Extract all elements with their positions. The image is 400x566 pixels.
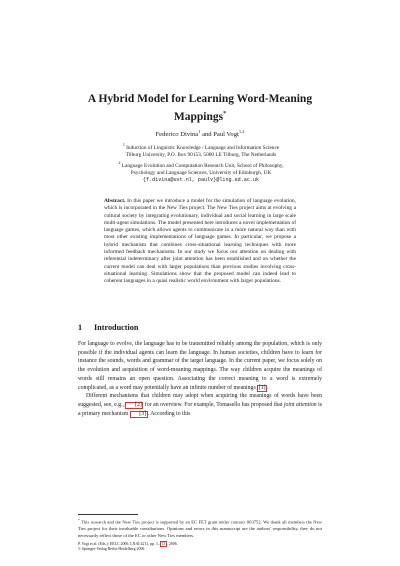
affiliation-2-line-2: Psychology and Language Sciences, University of Edinburgh, UK <box>130 169 272 176</box>
footnote <box>78 517 322 539</box>
section-title: Introduction <box>94 323 139 332</box>
body-text <box>78 340 322 418</box>
author-vogt: Paul Vogt <box>213 131 239 139</box>
publication-info <box>78 541 322 552</box>
citation-link-3[interactable]: [3] <box>130 411 148 419</box>
affiliations <box>88 141 314 184</box>
author-divina-affiliation-mark: 1 <box>198 129 201 134</box>
email-address: {f.divina@uvt.nl, paulv}@ling.ed.ac.uk <box>142 176 260 183</box>
affiliation-1-line-1 <box>88 141 314 152</box>
abstract-text: In this paper we introduce a model for the simulation of language evolution, which is incorporated in the New Ties project. The New Ties project aims at evolving a cultural society by integrating evolutionary, individual and social learning in large scale multi-agent simulations. The model presented here introduces a novel implementation of language games, which allows agents to communicate in a more natural way than with most other existing implementations of language games. In particular, we propose a hybrid mechanism that combines cross-situational learning techniques with more informed feedback mechanisms. In our study we focus our attention on dealing with referential indeterminacy after joint attention has been established and on whether the current model can deal with larger populations than previous studies involving cross-situational learning. Simulations show that the proposed model can indeed lead to coherent languages in a quasi realistic world environment with larger populations. <box>104 198 296 285</box>
paragraph-1-text: For language to evolve, the language has to be transmitted reliably among the population, which is only possible if the individual agents can learn the language. In human societies, children have to learn for instance the sounds, words and grammar of the target language. In the current paper, we focus solely on the evolution and acquisition of word-meaning mappings. The way children acquire the meanings of words still remains an open question. Associating the correct meaning to a word is extremely complicated, as a word may potentially have an infinite number of meanings <box>78 341 322 391</box>
paragraph-2-text-a: Different mechanisms that children may adopt when acquiring the meanings of words have been suggested, see, e.g., <box>78 393 322 408</box>
affiliation-1-line-2: Tilburg University, P.O. Box 90153, 5000 LE Tilburg, The Netherlands <box>125 151 277 158</box>
paragraph-2-emphasis: joint attention <box>283 401 317 408</box>
affiliation-1-mark: 1 <box>122 142 125 147</box>
affiliation-2-mark: 2 <box>118 159 121 165</box>
affiliation-2-line-1 <box>88 159 314 170</box>
author-vogt-affiliation-mark: 1,2 <box>238 129 245 134</box>
abstract <box>104 198 296 286</box>
author-divina: Federico Divina <box>155 131 199 139</box>
citation-link-1[interactable]: [1] <box>258 384 266 391</box>
publication-citation-text: P. Vogt et al. (Eds.): EELC 2006, LNAI 4211, pp. 1– <box>78 542 160 546</box>
title-footnote-mark: * <box>223 111 227 117</box>
title-line-2-text: Mappings <box>173 110 224 123</box>
footnote-text: This research and the New Ties project is supported by an EC FET grant under contract 003752. We thank all members the New Ties project for their invaluable contributions. Opinions and errors in this manuscript are the authors' responsibility, they do not necessarily reflect those of the EC or other New Ties members. <box>78 519 322 538</box>
affiliation-1-line-1-text: Induction of Linguistic Knowledge / Language and Information Science <box>126 144 280 151</box>
abstract-label: Abstract. <box>104 198 126 204</box>
citation-link-2[interactable]: [2] <box>125 402 143 410</box>
publication-year: , 2006. <box>166 542 178 546</box>
paragraph-2 <box>78 392 322 418</box>
paragraph-2-text-c: is a primary mechanism <box>78 401 322 417</box>
paragraph-2-text-b: for an overview. For example, Tomasello has proposed that <box>143 401 284 408</box>
author-list <box>0 129 400 138</box>
footnote-divider <box>78 514 138 515</box>
affiliation-2-line-1-text: Language Evolution and Computation Research Unit, School of Philosophy, <box>121 162 284 169</box>
title-line-2 <box>60 107 340 125</box>
paragraph-2-text-d: . According to this <box>147 410 191 417</box>
paragraph-1: For language to evolve, the language has to be transmitted reliably among the population, which is only possible if the individual agents can learn the language. In human societies, children have to learn for instance the sounds, words and grammar of the target language. In the current paper, we focus solely on the evolution and acquisition of word-meaning mappings. The way children acquire the meanings of words still remains an open question. Associating the correct meaning to a word is extremely complicated, as a word may potentially have an infinite number of meanings [1] . <box>78 341 322 391</box>
footnote-mark: * <box>78 518 80 522</box>
section-heading <box>78 323 138 332</box>
last-page-link[interactable]: 15 <box>161 542 166 546</box>
copyright-line: © Springer-Verlag Berlin Heidelberg 2006 <box>78 547 145 552</box>
title-line-1: A Hybrid Model for Learning Word-Meaning <box>87 93 313 105</box>
paper-title <box>60 92 340 125</box>
author-conjunction: and <box>200 131 214 139</box>
section-number: 1 <box>78 323 83 332</box>
